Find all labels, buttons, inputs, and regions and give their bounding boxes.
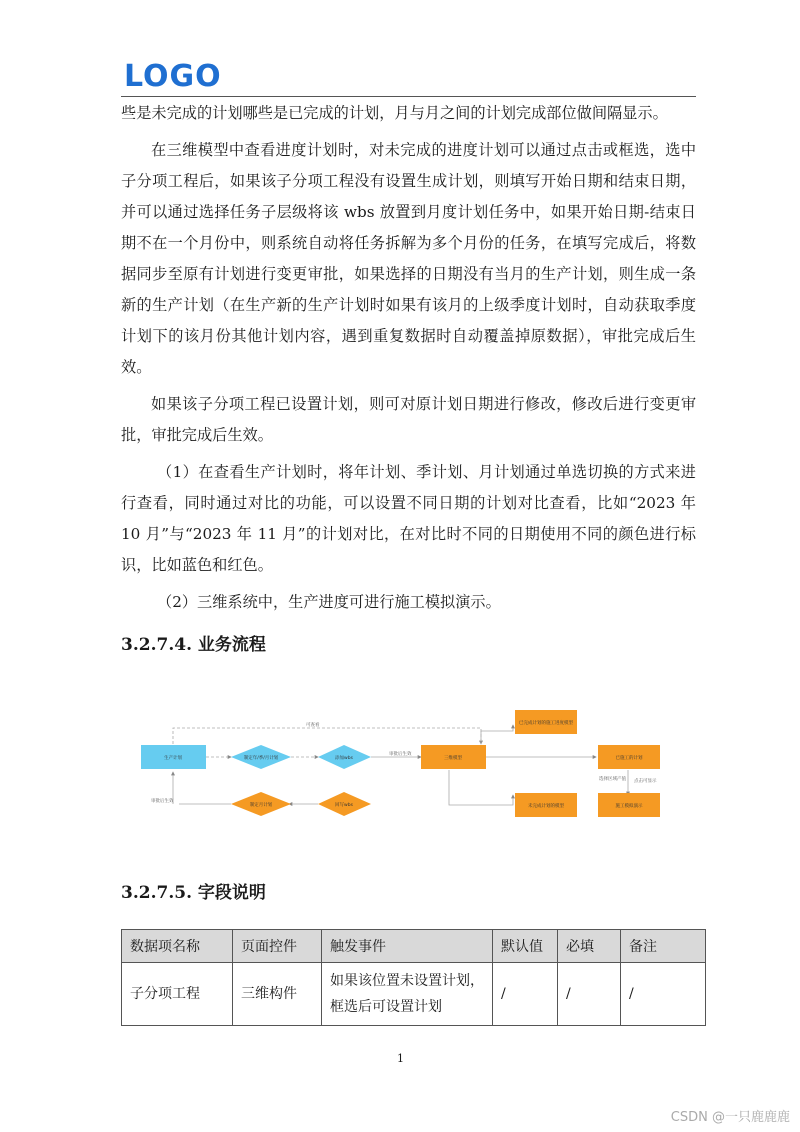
paragraph: 些是未完成的计划哪些是已完成的计划，月与月之间的计划完成部位做间隔显示。 [121,104,668,122]
node-back-wbs-label: 回写wbs [335,803,353,808]
node-sim-show-label: 施工模拟演示 [615,804,643,809]
paragraph: 如果该子分项工程已设置计划，则可对原计划日期进行修改，修改后进行变更审批，审批完成后生效。 [121,395,696,444]
table-cell: / [493,963,558,1026]
body-text [121,98,696,618]
col-header: 数据项名称 [122,930,233,963]
node-done-plan-label: 已施工的计划 [615,756,643,761]
table-header-row [122,930,706,963]
table-cell: 三维构件 [233,963,322,1026]
paragraph: （2）三维系统中，生产进度可进行施工模拟演示。 [157,593,501,611]
col-header: 页面控件 [233,930,322,963]
edge-label-approve-back: 审批后生效 [151,799,174,804]
node-production-plan-label: 生产计划 [164,756,182,761]
section-heading-fields: 3.2.7.5. 字段说明 [121,883,266,903]
edge-label-pick: 选择区域产值 [599,777,626,782]
table-cell: 如果该位置未设置计划，框选后可设置计划 [322,963,493,1026]
edge-label-approve: 审批后生效 [389,752,412,757]
logo: LOGO [124,59,222,94]
node-select-wbs-label: 添加wbs [335,756,353,761]
edge-label-click: 点击可显示 [634,779,657,784]
page-number: 1 [397,1052,404,1065]
paragraph: （1）在查看生产计划时，将年计划、季计划、月计划通过单选切换的方式来进行查看，同时通过对比的功能，可以设置不同日期的计划对比查看，比如“2023 年 10 月”与“2023 年 11 月”的计划对比，在对比时不同的日期使用不同的颜色进行标识，比如蓝色和红色。 [121,463,696,574]
col-header: 默认值 [493,930,558,963]
node-make-month-plan-label: 制定月计划 [249,803,273,808]
paragraph: 在三维模型中查看进度计划时，对未完成的进度计划可以通过点击或框选，选中子分项工程后，如果该子分项工程没有设置生成计划，则填写开始日期和结束日期，并可以通过选择任务子层级将该 wbs 放置到月度计划任务中，如果开始日期-结束日期不在一个月份中，则系统自动将任务拆解为多个月份的任务，在填写完成后，将数据同步至原有计划进行变更审批，如果选择的日期没有当月的生产计划，则生成一条新的生产计划（在生产新的生产计划时如果有该月的上级季度计划时，自动获取季度计划下的该月份其他计划内容，遇到重复数据时自动覆盖掉原数据），审批完成后生效。 [121,141,696,376]
table-cell: 子分项工程 [122,963,233,1026]
col-header: 触发事件 [322,930,493,963]
col-header: 备注 [621,930,706,963]
col-header: 必填 [558,930,621,963]
watermark: CSDN @一只鹿鹿鹿 [670,1110,790,1125]
node-make-plan-label: 制定年/季/月计划 [243,756,279,761]
field-table [121,929,706,1026]
table-cell: / [621,963,706,1026]
business-flow-diagram [131,700,676,830]
table-cell: / [558,963,621,1026]
edge-label-view: 可查看 [306,723,320,728]
node-3d-model-label: 三维模型 [444,756,462,761]
header-divider [121,96,696,97]
node-model-undone-label: 未完成计划的模型 [528,804,564,809]
section-heading-flow: 3.2.7.4. 业务流程 [121,635,266,655]
table-row [122,963,706,1026]
node-model-done-label: 已完成计划的施工进度模型 [519,721,573,726]
